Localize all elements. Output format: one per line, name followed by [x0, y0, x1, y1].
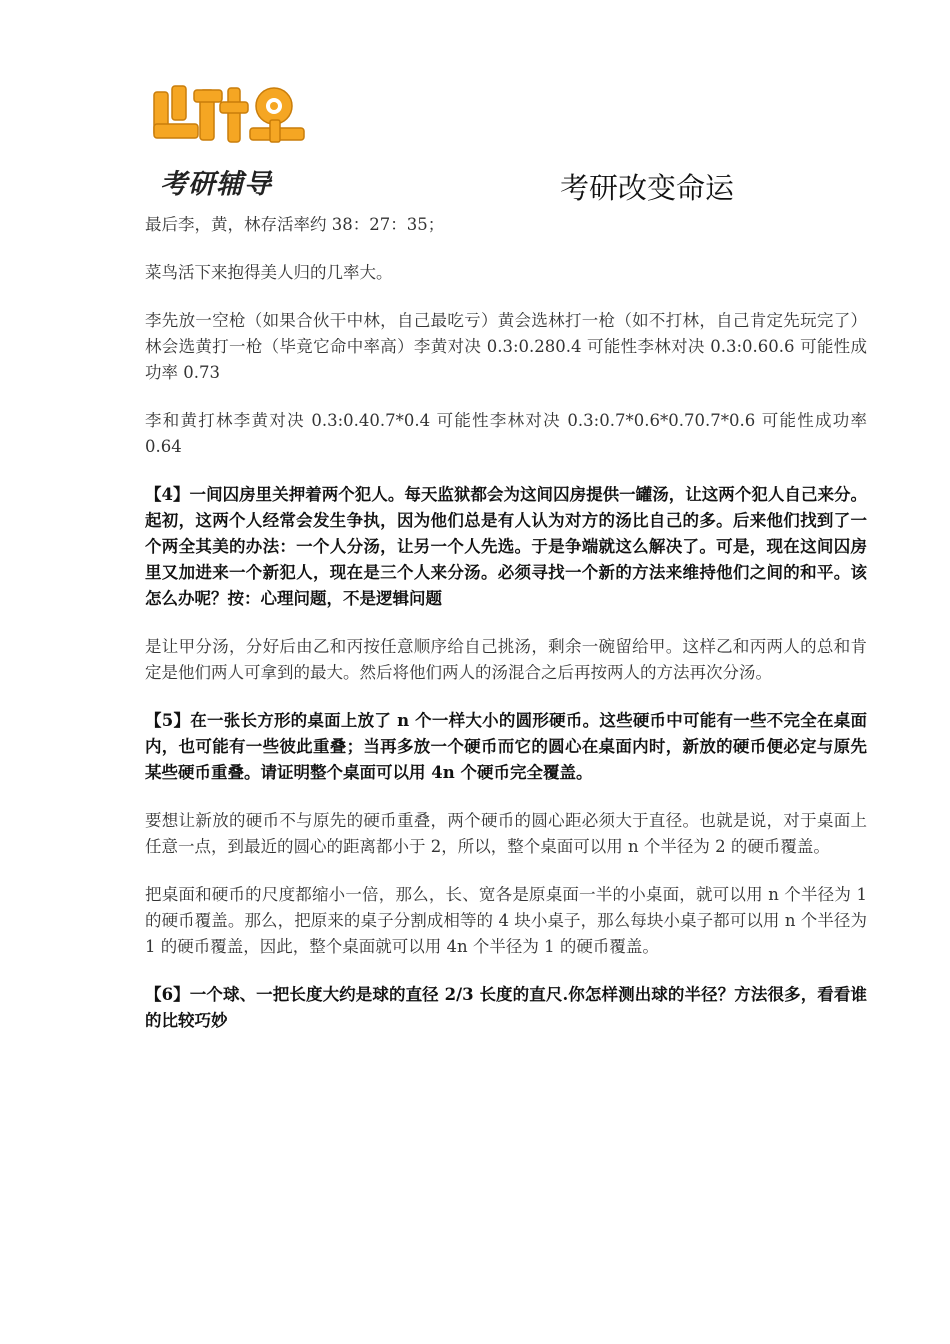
paragraph-li-strategy-2: 李和黄打林李黄对决 0.3:0.40.7*0.4 可能性李林对决 0.3:0.7*0.6*0.70.7*0.6 可能性成功率 0.64 — [145, 411, 867, 456]
kaicheng-logo — [150, 80, 310, 198]
document-body — [145, 212, 867, 1056]
page-header — [0, 0, 950, 210]
logo-subtitle: 考研辅导 — [160, 169, 272, 200]
answer-4: 是让甲分汤，分好后由乙和丙按任意顺序给自己挑汤，剩余一碗留给甲。这样乙和丙两人的总和肯定是他们两人可拿到的最大。然后将他们两人的汤混合之后再按两人的方法再次分汤。 — [145, 637, 867, 682]
question-4: 【4】一间囚房里关押着两个犯人。每天监狱都会为这间囚房提供一罐汤，让这两个犯人自己来分。起初，这两个人经常会发生争执，因为他们总是有人认为对方的汤比自己的多。后来他们找到了一个两全其美的办法：一个人分汤，让另一个人先选。于是争端就这么解决了。可是，现在这间囚房里又加进来一个新犯人，现在是三个人来分汤。必须寻找一个新的方法来维持他们之间的和平。该怎么办呢？按：心理问题，不是逻辑问题 — [145, 485, 867, 608]
paragraph-li-strategy-1: 李先放一空枪（如果合伙干中林，自己最吃亏）黄会选林打一枪（如不打林，自己肯定先玩完了）林会选黄打一枪（毕竟它命中率高）李黄对决 0.3:0.280.4 可能性李林对决 0.3:0.60.6 可能性成功率 0.73 — [145, 311, 867, 382]
paragraph-rookie-conclusion: 菜鸟活下来抱得美人归的几率大。 — [145, 263, 393, 282]
question-5: 【5】在一张长方形的桌面上放了 n 个一样大小的圆形硬币。这些硬币中可能有一些不完全在桌面内，也可能有一些彼此重叠；当再多放一个硬币而它的圆心在桌面内时，新放的硬币便必定与原先某些硬币重叠。请证明整个桌面可以用 4n 个硬币完全覆盖。 — [145, 711, 867, 782]
answer-5-part-1: 要想让新放的硬币不与原先的硬币重叠，两个硬币的圆心距必须大于直径。也就是说，对于桌面上任意一点，到最近的圆心的距离都小于 2，所以，整个桌面可以用 n 个半径为 2 的硬币覆盖。 — [145, 811, 867, 856]
header-slogan: 考研改变命运 — [560, 171, 735, 205]
question-6: 【6】一个球、一把长度大约是球的直径 2/3 长度的直尺.你怎样测出球的半径？方法很多，看看谁的比较巧妙 — [145, 985, 867, 1030]
logo-mark-icon — [150, 80, 310, 160]
answer-5-part-2: 把桌面和硬币的尺度都缩小一倍，那么，长、宽各是原桌面一半的小桌面，就可以用 n 个半径为 1 的硬币覆盖。那么，把原来的桌子分割成相等的 4 块小桌子，那么每块小桌子都可以用 n 个半径为 1 的硬币覆盖，因此，整个桌面就可以用 4n 个半径为 1 的硬币覆盖。 — [145, 885, 867, 956]
paragraph-survival-ratio: 最后李，黄，林存活率约 38：27：35； — [145, 215, 445, 234]
